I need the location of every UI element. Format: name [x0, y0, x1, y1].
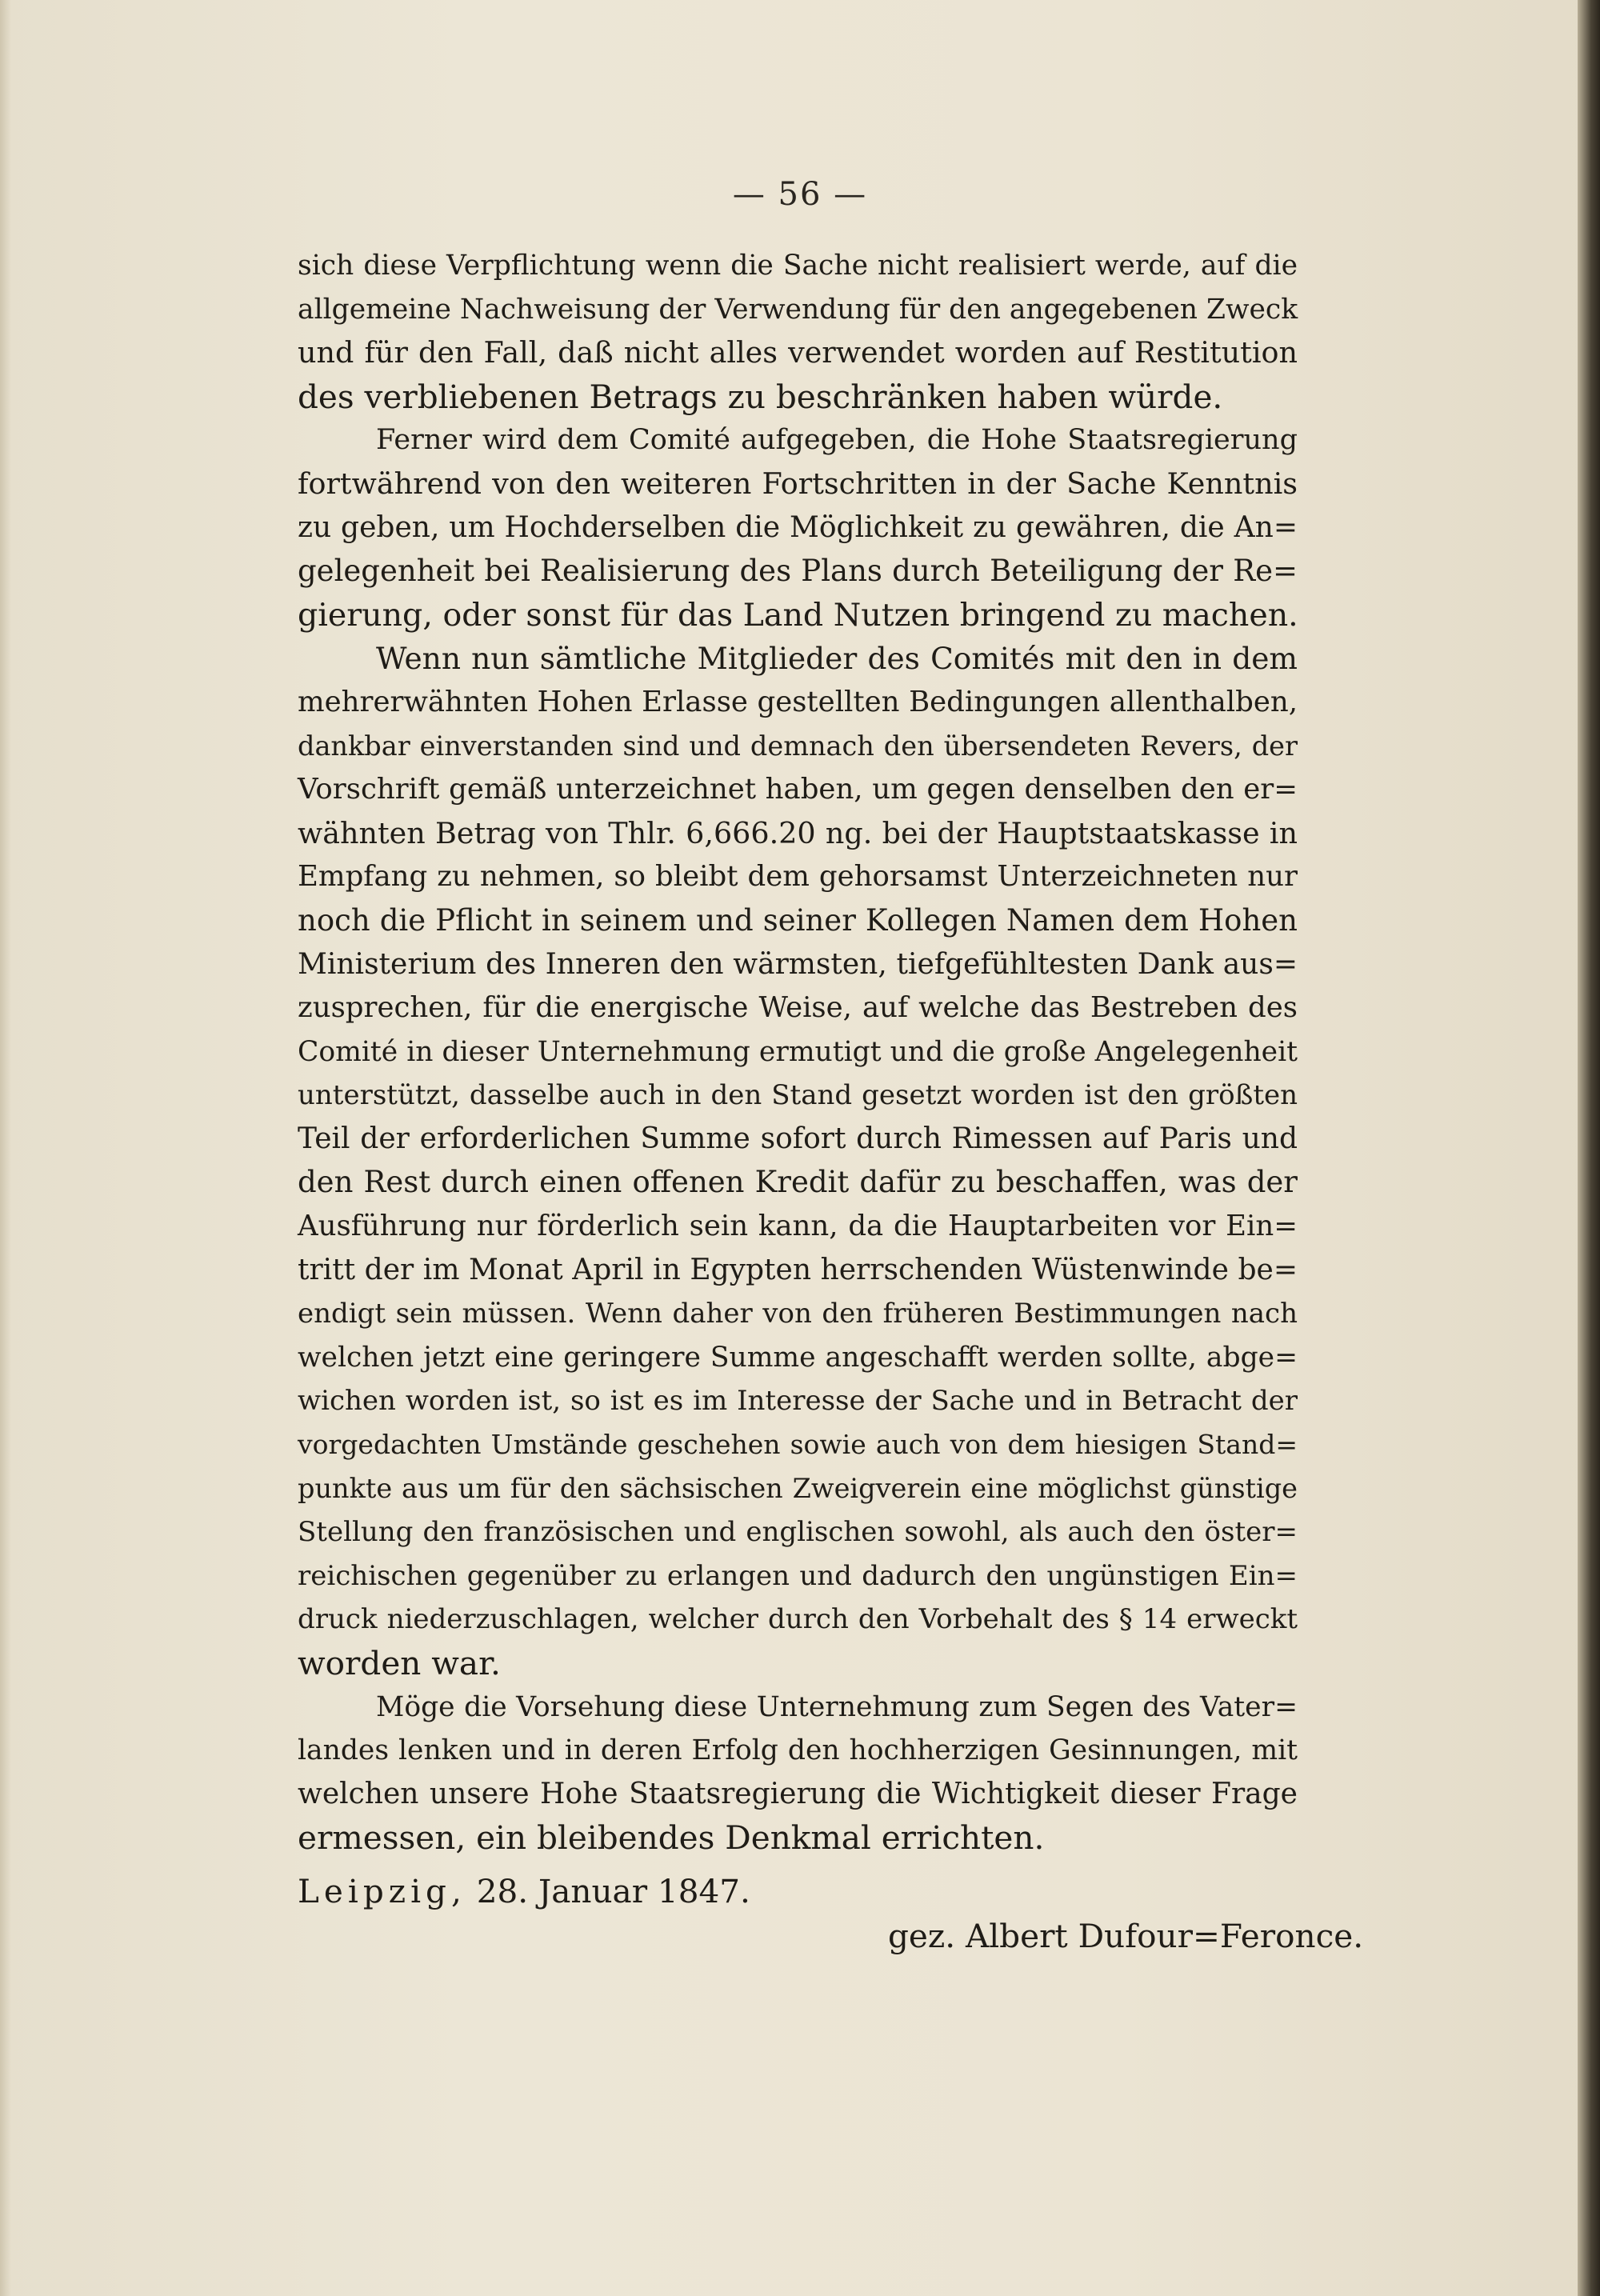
text-line: Stellung den französischen und englischen sowohl, als auch den öster=	[298, 1516, 1298, 1549]
letter-date: 28. Januar 1847.	[476, 1872, 750, 1910]
text-line: welchen jetzt eine geringere Summe angeschafft werden sollte, abge=	[298, 1341, 1298, 1374]
book-gutter	[1578, 0, 1600, 2296]
text-line: dankbar einverstanden sind und demnach den übersendeten Revers, der	[298, 730, 1298, 762]
text-line: druck niederzuschlagen, welcher durch den Vorbehalt des § 14 erweckt	[298, 1603, 1298, 1636]
text-line: Teil der erforderlichen Summe sofort durch Rimessen auf Paris und	[298, 1122, 1298, 1155]
text-line: den Rest durch einen offenen Kredit dafür zu beschaffen, was der	[298, 1165, 1298, 1200]
body-text	[298, 244, 1298, 1860]
text-line: des verbliebenen Betrags zu beschränken haben würde.	[298, 377, 1223, 416]
page-edge-shadow	[0, 0, 11, 2296]
text-line: reichischen gegenüber zu erlangen und dadurch den ungünstigen Ein=	[298, 1559, 1298, 1592]
text-line: ermessen, ein bleibendes Denkmal errichten.	[298, 1818, 1045, 1858]
page-number: — 56 —	[732, 176, 868, 213]
text-line: punkte aus um für den sächsischen Zweigverein eine möglichst günstige	[298, 1472, 1298, 1504]
paragraph-1	[298, 244, 1298, 418]
text-line: gierung, oder sonst für das Land Nutzen bringend zu machen.	[298, 596, 1298, 634]
text-line: mehrerwähnten Hohen Erlasse gestellten Bedingungen allenthalben,	[298, 685, 1298, 718]
paragraph-3	[298, 637, 1298, 1685]
paragraph-4	[298, 1686, 1298, 1860]
text-line: Ministerium des Inneren den wärmsten, tiefgefühltesten Dank aus=	[298, 947, 1298, 981]
text-line: Ferner wird dem Comité aufgegeben, die Hohe Staatsregierung	[376, 424, 1298, 457]
text-line: zusprechen, für die energische Weise, auf welche das Bestreben des	[298, 991, 1298, 1025]
text-line: gelegenheit bei Realisierung des Plans durch Beteiligung der Re=	[298, 554, 1298, 589]
place-name: Leipzig,	[298, 1872, 466, 1910]
text-line: sich diese Verpflichtung wenn die Sache nicht realisiert werde, auf die	[298, 250, 1298, 282]
text-line: Ausführung nur förderlich sein kann, da die Hauptarbeiten vor Ein=	[298, 1210, 1298, 1243]
text-line: welchen unsere Hohe Staatsregierung die Wichtigkeit dieser Frage	[298, 1777, 1298, 1810]
text-line: worden war.	[298, 1644, 501, 1682]
text-line: vorgedachten Umstände geschehen sowie auch von dem hiesigen Stand=	[298, 1429, 1298, 1461]
text-line: endigt sein müssen. Wenn daher von den früheren Bestimmungen nach	[298, 1298, 1298, 1330]
text-line: allgemeine Nachweisung der Verwendung für den angegebenen Zweck	[298, 293, 1298, 326]
text-line: zu geben, um Hochderselben die Möglichkeit zu gewähren, die An=	[298, 510, 1298, 544]
text-line: fortwährend von den weiteren Fortschritten in der Sache Kenntnis	[298, 466, 1298, 501]
text-line: wähnten Betrag von Thlr. 6,666.20 ng. bei der Hauptstaatskasse in	[298, 815, 1298, 850]
signature-line: gez. Albert Dufour=Feronce.	[888, 1917, 1364, 1955]
text-line: unterstützt, dasselbe auch in den Stand gesetzt worden ist den größten	[298, 1079, 1298, 1112]
text-line: und für den Fall, daß nicht alles verwendet worden auf Restitution	[298, 335, 1298, 370]
text-line: Vorschrift gemäß unterzeichnet haben, um gegen denselben den er=	[298, 773, 1298, 806]
paragraph-2	[298, 418, 1298, 637]
text-line: noch die Pflicht in seinem und seiner Kollegen Namen dem Hohen	[298, 902, 1298, 938]
text-line: landes lenken und in deren Erfolg den hochherzigen Gesinnungen, mit	[298, 1734, 1298, 1767]
text-line: Comité in dieser Unternehmung ermutigt und die große Angelegenheit	[298, 1035, 1298, 1068]
place-and-date	[298, 1872, 1298, 1910]
text-line: Empfang zu nehmen, so bleibt dem gehorsamst Unterzeichneten nur	[298, 860, 1298, 894]
text-line: tritt der im Monat April in Egypten herrschenden Wüstenwinde be=	[298, 1253, 1298, 1286]
text-line: Möge die Vorsehung diese Unternehmung zum Segen des Vater=	[376, 1690, 1298, 1723]
text-line: Wenn nun sämtliche Mitglieder des Comités mit den in dem	[376, 641, 1298, 677]
text-line: wichen worden ist, so ist es im Interesse der Sache und in Betracht der	[298, 1385, 1298, 1418]
